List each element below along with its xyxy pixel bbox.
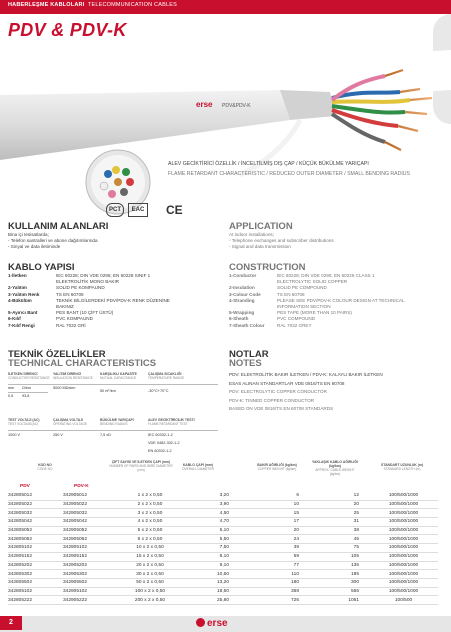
category-tr: HABERLEŞME KABLOLARI [8,2,85,8]
table-cell: 185 [350,571,359,577]
construction-row: 4-Stranding PLEASE SEE PDV/PDV-K COLOUR DESIGN AT TECHNICAL [229,297,405,303]
table-row [8,535,438,544]
table-cell: 342805102 [8,588,33,594]
table-cell: 342805012 [8,493,33,499]
construction-row: 3-Colour Code TS EN 60708 [229,291,305,297]
table-cell: 342905302 [63,571,88,577]
tech-title-en: TECHNICAL CHARACTERISTICS [8,358,157,369]
table-cell: 100 x 2 x 0,50 [134,588,166,594]
usage-title-en: APPLICATION [229,221,293,232]
construction-row: 5-Ayırıcı Bant PES BANT (10 ÇİFT ÜSTÜ) [8,310,114,316]
table-cell: 39 [293,545,299,551]
construction-row: ELEKTROLİTİK MONO BAKIR [56,279,120,285]
divider [8,384,218,385]
unit-mm: mm [8,386,15,390]
table-cell: 6 x 2 x 0,50 [137,536,163,542]
table-cell: 100/500/1000 [388,571,419,577]
construction-row: ELECTROLYTIC SOLID COPPER [277,279,348,285]
table-cell: 5,50 [219,536,229,542]
table-cell: 135 [350,562,359,568]
table-cell: 30 x 2 x 0,50 [136,571,164,577]
construction-row: 3-Yalıtım Renk TS EN 60708 [8,291,84,297]
note-line: PDV-K: TINNED COPPER CONDUCTOR [229,397,315,403]
table-row [8,544,438,553]
table-cell: 180 [290,580,299,586]
table-cell: 4,70 [219,519,229,525]
construction-list-tr [8,273,170,329]
table-cell: 342805302 [8,571,33,577]
construction-row: 6-Sheath PVC COMPOUND [229,316,316,322]
table-cell: 342805502 [8,580,33,586]
table-cell: 75 [353,545,359,551]
construction-row: 2-Insulation SOLID PE COMPOUND [229,285,327,291]
table-cell: 15 x 2 x 0,50 [136,554,164,560]
table-cell: 342905022 [63,502,88,508]
table-cell: 105 [350,554,359,560]
table-cell: 20 [293,528,299,534]
table-cell: 13,20 [216,580,229,586]
table-cell: 12 [353,493,359,499]
cable-print: PDV&PDV-K [222,103,251,109]
table-cell: 20 x 2 x 0,50 [136,562,164,568]
table-cell: 38 [353,528,359,534]
table-cell: 5,10 [219,528,229,534]
cable-illustration [0,50,451,220]
features-tr: ALEV GECİKTİRİCİ ÖZELLİK / İNCELTİLMİŞ DIŞ ÇAP / KÜÇÜK BÜKÜLME YARIÇAPI [168,161,369,167]
table-cell: 25,80 [216,597,229,603]
table-cell: 50 x 2 x 0,50 [136,580,164,586]
notes-list [229,371,383,414]
table-row [8,596,438,605]
table-cell: 100/500 [394,597,413,603]
table-row [8,500,438,509]
construction-row: BAKINIZ [56,304,74,310]
table-cell: 77 [293,562,299,568]
table-cell: 17 [293,519,299,525]
table-cell: 342905102 [63,588,88,594]
table-cell: 10,60 [216,571,229,577]
table-cell: 342805042 [8,519,33,525]
table-cell: 6 [296,493,299,499]
table-cell: 726 [290,597,299,603]
table-cell: 342805152 [8,554,33,560]
construction-row: 7-Sheath Colour RAL 7032 GREY [229,322,312,328]
product-table [8,492,438,605]
usage-line: Bina içi tesisatlarda; [8,232,49,237]
table-row [8,526,438,535]
table-cell: 342805222 [8,597,33,603]
construction-row: 1-İletken IEC 60228; DIN VDE 0295; EN 60228 SINIF 1 [8,273,151,278]
table-cell: 10 x 2 x 0,50 [136,545,164,551]
table-row [8,492,438,500]
test-voltage-value: 1000 V [8,433,21,437]
usage-line: - Telefon santralleri ve abone dağıtımlarında [8,238,98,244]
cable-jacket [0,90,290,160]
table-cell: 7,50 [219,545,229,551]
table-cell: 31 [353,519,359,525]
conductor-diameter-value: 0,5 [8,394,14,398]
capacitance-value: 50 nF/km [100,389,116,393]
table-cell: 5 x 2 x 0,50 [137,528,163,534]
table-cell: 18,60 [216,588,229,594]
note-line: ESAS ALINAN STANDARTLAR VDE 0816/TS EN 60708 [229,380,345,386]
table-cell: 1 x 2 x 0,50 [137,493,163,499]
table-cell: 45 [353,536,359,542]
insulation-resistance-value: 5000 MΩxkm [53,386,76,390]
table-cell: 342905062 [63,536,88,542]
construction-row: 6-Kılıf PVC KOMPAUND [8,316,93,322]
divider [8,392,48,393]
category-label [8,2,177,8]
usage-list-tr [8,232,98,251]
table-cell: 4,50 [219,510,229,516]
flame-test-value: VDE 0482-332-1-2 [148,441,180,445]
table-cell: 342905032 [63,510,88,516]
table-cell: 100/500/1000 [388,580,419,586]
table-cell: 20 [353,502,359,508]
construction-row: 2-Yalıtım SOLİD PE KOMPAUND [8,285,105,291]
bending-radius-value: 7,5 xD [100,433,111,437]
table-cell: 342805062 [8,536,33,542]
table-row [8,570,438,579]
flame-test-value: EN 60332-1-2 [148,449,172,453]
table-row [8,552,438,561]
product-table-header: KOD NO CODE NO ÇİFT SAYISI VE İLETKEN ÇAPI (mm) NUMBER OF PAIRS AND WIRE DIAMETER (mm) KABLO ÇAPI (mm) OVERALL DIAMETER BAKIR AĞIRLIĞI (kg/km) COPPER WEIGHT (kg/km) YAKLAŞIK KABLO AĞIRLIĞI (kg/km) APPROX. CABLE WEIGHT (kg/km) STANDART UZUNLUK (m) STANDARD LENGTH (m) [37,460,423,477]
table-cell: 100/500/1000 [388,554,419,560]
construction-title-tr: KABLO YAPISI [8,262,75,273]
table-row [8,578,438,587]
table-cell: 24 [293,536,299,542]
table-cell: 3 x 2 x 0,50 [137,510,163,516]
table-cell: 3,20 [219,493,229,499]
table-cell: 100/500/1000 [388,588,419,594]
table-row [8,587,438,596]
table-cell: 342905202 [63,562,88,568]
note-line: BASED ON VDE 0816/TS EN 60708 STANDARDS [229,406,334,411]
top-bar [0,0,451,14]
usage-line: At indoor installations; [229,232,274,237]
construction-row: 1-Conductor IEC 60228; DIN VDE 0295; EN 60228 CLASS 1 [229,273,375,278]
note-line: PDV: ELECTROLYTIC COPPER CONDUCTOR [229,389,327,394]
table-cell: 59 [293,554,299,560]
table-row [8,561,438,570]
footer-logo: erse [196,618,228,629]
table-cell: 100/500/1000 [388,562,419,568]
table-cell: 342905012 [63,493,88,499]
logo-mark-icon [196,618,205,627]
flame-test-value: IEC 60332-1-2 [148,433,173,437]
table-row [8,518,438,527]
table-cell: 3,90 [219,502,229,508]
construction-title-en: CONSTRUCTION [229,262,306,273]
conductor-resistance-value: 93,8 [22,394,30,398]
usage-list-en [229,232,334,251]
table-cell: 100/500/1000 [388,528,419,534]
table-cell: 8,10 [219,554,229,560]
table-cell: 342905102 [63,545,88,551]
table-cell: 342805022 [8,502,33,508]
eac-certification-icon: EAC [128,203,148,217]
usage-line: - Telephone exchanges and subscriber distributions [229,238,334,244]
table-cell: 342905502 [63,580,88,586]
pct-certification-icon: PCT [106,203,124,217]
operating-voltage-value: 250 V [53,433,63,437]
temperature-value: -30°C+70°C [148,389,169,393]
table-cell: 100/500/1000 [388,545,419,551]
construction-list-en [229,273,405,329]
table-cell: 342905222 [63,597,88,603]
table-cell: 1061 [348,597,359,603]
table-cell: 110 [291,571,299,577]
table-cell: 342805102 [8,545,33,551]
table-cell: 25 [353,510,359,516]
page-title: PDV & PDV-K [8,20,127,40]
usage-line: - Signal and data transmission [229,244,291,250]
table-cell: 342905052 [63,528,88,534]
table-cell: 100/500/1000 [388,510,419,516]
table-cell: 200 x 2 x 0,50 [134,597,166,603]
table-cell: 342905152 [63,554,88,560]
usage-title-tr: KULLANIM ALANLARI [8,221,109,232]
table-row [8,509,438,518]
table-cell: 100/500/1000 [388,519,419,525]
construction-row: 5-Wrapping PES TAPE (MORE THAN 10 PAIRS) [229,310,352,316]
table-cell: 300 [350,580,359,586]
table-cell: 2 x 2 x 0,50 [137,502,163,508]
table-cell: 342805202 [8,562,33,568]
table-cell: 342905042 [63,519,88,525]
table-cell: 4 x 2 x 0,50 [137,519,163,525]
table-cell: 342805052 [8,528,33,534]
table-cell: 100/500/1000 [388,502,419,508]
tech-title-tr: TEKNİK ÖZELLİKLER [8,349,106,360]
table-cell: 15 [293,510,299,516]
table-cell: 9,10 [219,562,229,568]
table-cell: 100/500/1000 [388,536,419,542]
note-line: PDV: ELEKTROLİTİK BAKIR İLETKEN / PDV-K: KALAYLI BAKIR İLETKEN [229,372,383,377]
construction-row: 7-Kılıf Rengi RAL 7032 GRİ [8,322,86,328]
features-en: FLAME RETARDANT CHARACTERISTIC / REDUCED OUTER DIAMETER / SMALL BENDING RADIUS [168,171,411,177]
notes-title-en: NOTES [229,358,262,369]
category-en: TELECOMMUNICATION CABLES [87,2,177,8]
table-cell: 100/500/1000 [388,493,419,499]
ce-certification-icon: CE [166,203,183,217]
page-number: 2 [0,616,22,630]
table-cell: 342805032 [8,510,33,516]
cable-brand: erse [196,100,213,109]
table-cell: 556 [350,588,359,594]
table-cell: 10 [293,502,299,508]
construction-row: INFORMATION SECTION [277,304,331,310]
divider [8,430,218,431]
notes-title-tr: NOTLAR [229,349,269,360]
unit-ohm: Ω/km [22,386,31,390]
table-cell: 368 [290,588,299,594]
construction-row: 4-Bükülüm TEKNİK BİLGİLERDEKİ PDV/PDV-K RENK DÜZENİNE [8,297,170,303]
usage-line: - Sinyal ve data iletiminde [8,244,61,250]
